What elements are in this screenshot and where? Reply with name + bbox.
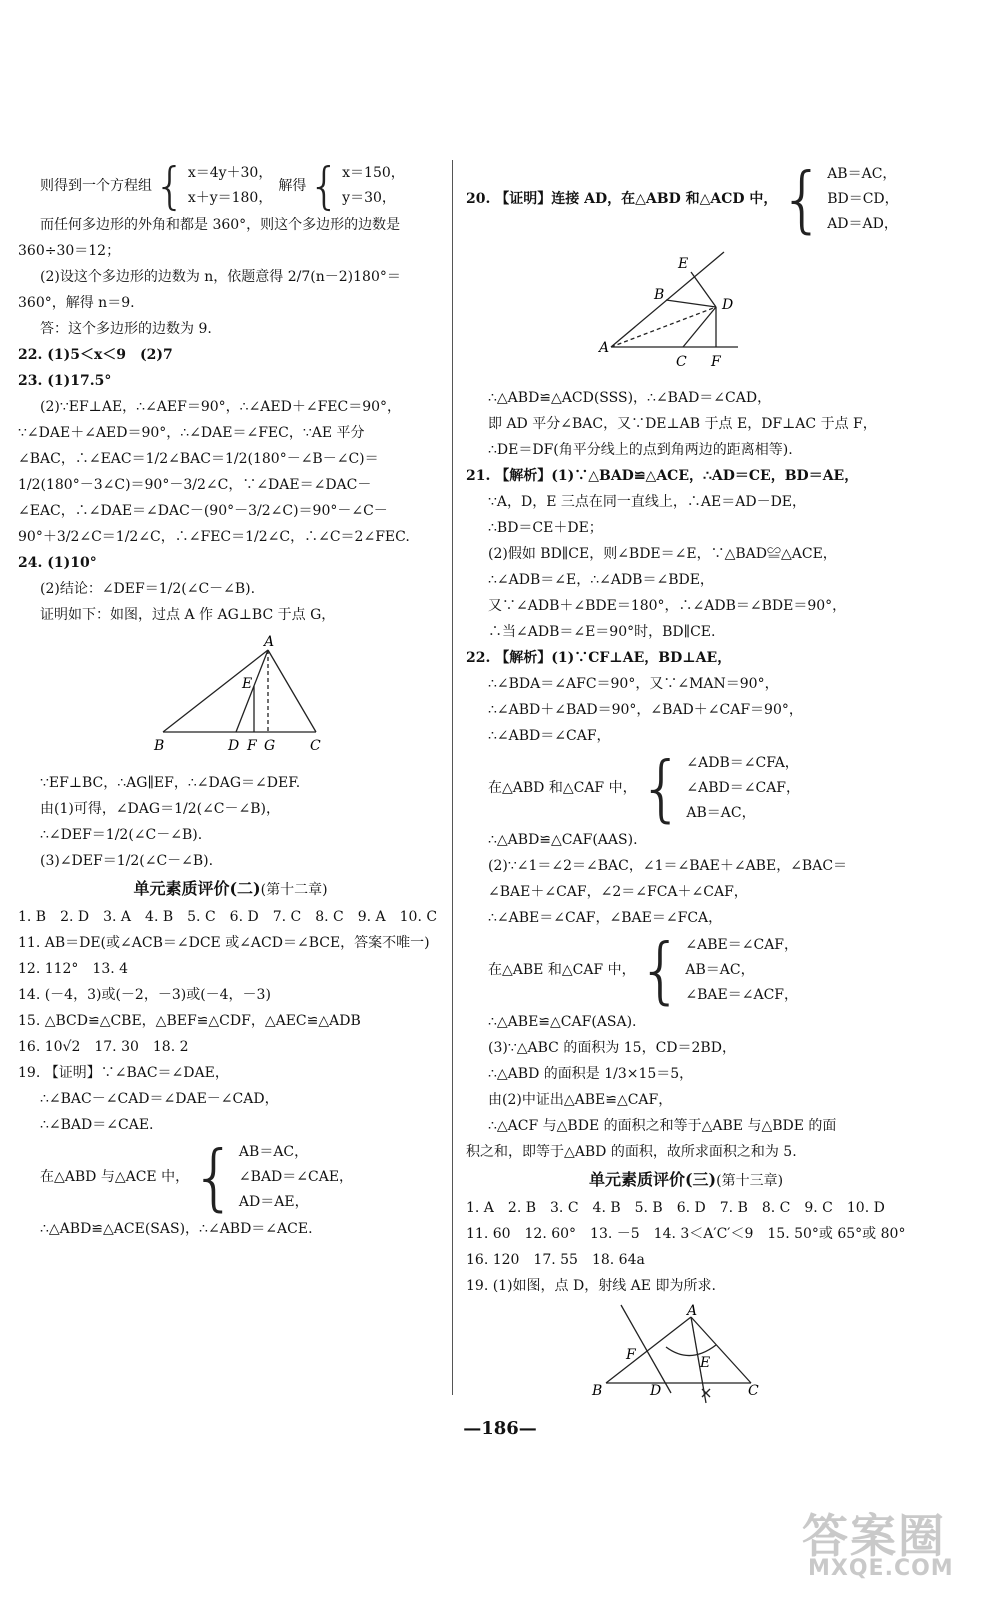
text-line: ∴△ABE≌△CAF(ASA). [488, 1014, 637, 1030]
text-line: ∴∠ABD＝∠CAF， [488, 728, 611, 744]
text-line: (2)结论：∠DEF＝1/2(∠C－∠B). [40, 581, 256, 597]
label-D: D [650, 1383, 662, 1399]
brace: { [779, 157, 826, 241]
system-row: ∠ABD＝∠CAF， [686, 779, 801, 796]
label-C: C [310, 738, 321, 754]
text-line: ∴∠ADB＝∠E，∴∠ADB＝∠BDE， [488, 572, 714, 588]
text-line: 由(1)可得，∠DAG＝1/2(∠C－∠B)， [40, 801, 280, 817]
system-row: AB＝AC， [827, 165, 897, 182]
text-line: (3)∠DEF＝1/2(∠C－∠B). [40, 853, 214, 869]
label-B: B [154, 738, 165, 754]
system-5 [686, 751, 800, 826]
answer-16-18: 16. 10√2 17. 30 18. 2 [18, 1039, 189, 1055]
text-line: 在△ABE 和△CAF 中， [488, 962, 636, 978]
system-row: y＝30， [342, 190, 396, 206]
section-heading: 单元素质评价(三) [588, 1170, 717, 1189]
text-line: ∴△ABD≌△CAF(AAS). [488, 832, 638, 848]
label-F: F [626, 1347, 636, 1363]
label-E: E [242, 676, 253, 692]
answer-24: 24. (1)10° [18, 555, 97, 571]
label-A: A [687, 1303, 698, 1319]
system-row: x＝150， [342, 165, 405, 181]
section-title-3 [466, 1165, 906, 1195]
text-line: 即 AD 平分∠BAC，又∵DE⊥AB 于点 E，DF⊥AC 于点 F， [488, 416, 877, 432]
triangle-diagram [18, 632, 443, 757]
section-subheading: (第十三章) [716, 1173, 784, 1189]
text-line: 积之和，即等于△ABD 的面积，故所求面积之和为 5. [466, 1144, 797, 1160]
answer-14: 14. (－4，3)或(－2，－3)或(－4，－3) [18, 987, 271, 1003]
text-line: ∴△ABD≌△ACE(SAS)，∴∠ABD＝∠ACE. [40, 1221, 313, 1237]
system-row: AB＝AC， [686, 804, 756, 821]
answer-11: 11. AB＝DE(或∠ACB＝∠DCE 或∠ACD＝∠BCE，答案不唯一) [18, 935, 430, 951]
system-1 [188, 161, 273, 211]
q22-system-1 [466, 746, 906, 830]
brace: { [308, 157, 341, 215]
system-2 [342, 161, 405, 211]
text-line: 在△ABD 和△CAF 中， [488, 780, 637, 796]
system-row: AD＝AE， [238, 1193, 309, 1210]
page-number: —186— [463, 1418, 537, 1439]
watermark-url: MXQE.COM [808, 1556, 954, 1581]
text-line: ∴△ACF 与△BDE 的面积之和等于△ABE 与△BDE 的面 [488, 1118, 837, 1134]
answer-19: 19. (1)如图，点 D，射线 AE 即为所求. [466, 1278, 716, 1294]
system-row: AB＝AC， [238, 1143, 309, 1160]
brace: { [154, 157, 186, 215]
triangle-figure-1 [18, 632, 443, 766]
system-3 [239, 1140, 353, 1215]
text-line: ∴∠BDA＝∠AFC＝90°，又∵∠MAN＝90°， [488, 676, 779, 692]
text-line: 1/2(180°－3∠C)＝90°－3/2∠C，∵∠DAE＝∠DAC－ [18, 477, 372, 493]
text-line: ∠BAE＋∠CAF，∠2＝∠FCA＋∠CAF， [488, 884, 748, 900]
text-line: ∵A，D，E 三点在同一直线上，∴AE＝AD－DE， [488, 494, 807, 510]
label-C: C [748, 1383, 759, 1399]
system-row: ∠ABE＝∠CAF， [685, 936, 799, 953]
label-D: D [722, 297, 734, 313]
system-row: ∠BAD＝∠CAE， [238, 1168, 354, 1185]
column-divider [452, 160, 453, 1395]
label-D: D [228, 738, 240, 754]
text-line: ∵EF⊥BC，∴AG∥EF，∴∠DAG＝∠DEF. [40, 775, 301, 791]
brace: { [191, 1135, 237, 1219]
label-E: E [678, 256, 689, 272]
congruence-system [18, 1135, 443, 1219]
text-line: 证明如下：如图，过点 A 作 AG⊥BC 于点 G， [40, 607, 336, 623]
watermark-logo: 答案圈 [802, 1509, 946, 1563]
label-A: A [264, 634, 275, 650]
text-line: ∴BD＝CE＋DE； [488, 520, 603, 536]
label-F: F [247, 738, 257, 754]
text-line: ∴∠DEF＝1/2(∠C－∠B). [40, 827, 203, 843]
answer-15: 15. △BCD≌△CBE，△BEF≌△CDF，△AEC≌△ADB [18, 1013, 361, 1029]
left-column [18, 157, 443, 1242]
answer-22: 22. 【解析】(1)∵CF⊥AE，BD⊥AE， [466, 650, 732, 666]
text-line: ∴∠BAD＝∠CAE. [40, 1117, 154, 1133]
text-line: ∴∠BAC－∠CAD＝∠DAE－∠CAD， [40, 1091, 279, 1107]
right-column [466, 157, 906, 1436]
answer-12-13: 12. 112° 13. 4 [18, 961, 129, 977]
brace: { [638, 746, 685, 830]
answer-23: 23. (1)17.5° [18, 373, 112, 389]
system-6 [685, 933, 798, 1008]
label-B: B [654, 287, 665, 303]
text-line: ∵∠DAE＋∠AED＝90°，∴∠DAE＝∠FEC，∵AE 平分 [18, 425, 365, 441]
system-row: ∠ADB＝∠CFA， [686, 754, 799, 771]
text-line: (2)设这个多边形的边数为 n，依题意得 2/7(n－2)180°＝ [40, 269, 401, 285]
text-line: (2)∵EF⊥AE，∴∠AEF＝90°，∴∠AED＋∠FEC＝90°， [40, 399, 402, 415]
system-row: BD＝CD， [827, 190, 899, 207]
text-line: 而任何多边形的外角和都是 360°，则这个多边形的边数是 [40, 217, 401, 233]
text-line: 答：这个多边形的边数为 9. [40, 321, 212, 337]
text-line: ∴△ABD 的面积是 1/3×15＝5， [488, 1066, 694, 1082]
answers-1-10: 1. B 2. D 3. A 4. B 5. C 6. D 7. C 8. C 9. A 10. C [18, 909, 438, 925]
system-row: x＝4y＋30， [187, 165, 273, 181]
label-C: C [676, 354, 687, 370]
system-row: ∠BAE＝∠ACF， [685, 986, 799, 1003]
text-line: 由(2)中证出△ABE≌△CAF， [488, 1092, 673, 1108]
text-line: ∠BAC，∴∠EAC＝1/2∠BAC＝1/2(180°－∠B－∠C)＝ [18, 451, 379, 467]
text-line: ∠EAC，∴∠DAE＝∠DAC－(90°－3/2∠C)＝90°－∠C－ [18, 503, 388, 519]
section-subheading: (第十二章) [260, 882, 328, 898]
answer-21: 21. 【解析】(1)∵△BAD≌△ACE，∴AD＝CE，BD＝AE， [466, 468, 859, 484]
label-B: B [592, 1383, 603, 1399]
text-line: 在△ABD 与△ACE 中， [40, 1169, 190, 1185]
answers-11-15: 11. 60 12. 60° 13. －5 14. 3＜A′C′＜9 15. 50°或 65°或 80° [466, 1226, 906, 1242]
system-row: AD＝AD， [827, 215, 898, 232]
label-A: A [599, 340, 610, 356]
text-line: (2)假如 BD∥CE，则∠BDE＝∠E，∵△BAD≌△ACE， [488, 546, 837, 562]
system-4 [827, 162, 898, 237]
text-line: ∴∠ABD＋∠BAD＝90°，∠BAD＋∠CAF＝90°， [488, 702, 803, 718]
section-title-2 [18, 874, 443, 904]
system-row: x＋y＝180， [187, 190, 273, 206]
text-line: 360°，解得 n＝9. [18, 295, 135, 311]
construction-diagram [466, 1303, 906, 1423]
system-row: AB＝AC， [685, 961, 755, 978]
answers-16-18: 16. 120 17. 55 18. 64a [466, 1252, 645, 1268]
answer-19: 19. 【证明】∵∠BAC＝∠DAE， [18, 1065, 229, 1081]
answers-1-10: 1. A 2. B 3. C 4. B 5. B 6. D 7. B 8. C 9. C 10. D [466, 1200, 885, 1216]
text-line: 又∵∠ADB＋∠BDE＝180°，∴∠ADB＝∠BDE＝90°， [488, 598, 847, 614]
label-F: F [711, 354, 721, 370]
q20-system [466, 157, 906, 241]
answer-22: 22. (1)5＜x＜9 (2)7 [18, 347, 173, 363]
text-line: ∴当∠ADB＝∠E＝90°时，BD∥CE. [488, 624, 716, 640]
text-line: ∴△ABD≌△ACD(SSS)，∴∠BAD＝∠CAD， [488, 390, 772, 406]
text-line: ∴∠ABE＝∠CAF，∠BAE＝∠FCA， [488, 910, 723, 926]
text-line: 360÷30＝12； [18, 243, 121, 259]
section-heading: 单元素质评价(二) [133, 879, 261, 898]
text-line: 解得 [278, 178, 307, 194]
angle-bisector-diagram [466, 242, 906, 372]
text-line: ∴DE＝DF(角平分线上的点到角两边的距离相等). [488, 442, 793, 458]
q22-system-2 [466, 928, 906, 1012]
answer-20: 20. 【证明】连接 AD，在△ABD 和△ACD 中， [466, 191, 778, 207]
construction-figure-3 [466, 1303, 906, 1432]
text-line: 90°＋3/2∠C＝1/2∠C，∴∠FEC＝1/2∠C，∴∠C＝2∠FEC. [18, 529, 410, 545]
label-E: E [700, 1355, 711, 1371]
text-line: (3)∵△ABC 的面积为 15，CD＝2BD， [488, 1040, 736, 1056]
brace: { [637, 928, 684, 1012]
label-G: G [264, 738, 276, 754]
equation-system-line [18, 157, 443, 215]
text-line: (2)∵∠1＝∠2＝∠BAC，∠1＝∠BAE＋∠ABE，∠BAC＝ [488, 858, 848, 874]
text-line: 则得到一个方程组 [40, 178, 152, 194]
angle-figure-2 [466, 242, 906, 381]
